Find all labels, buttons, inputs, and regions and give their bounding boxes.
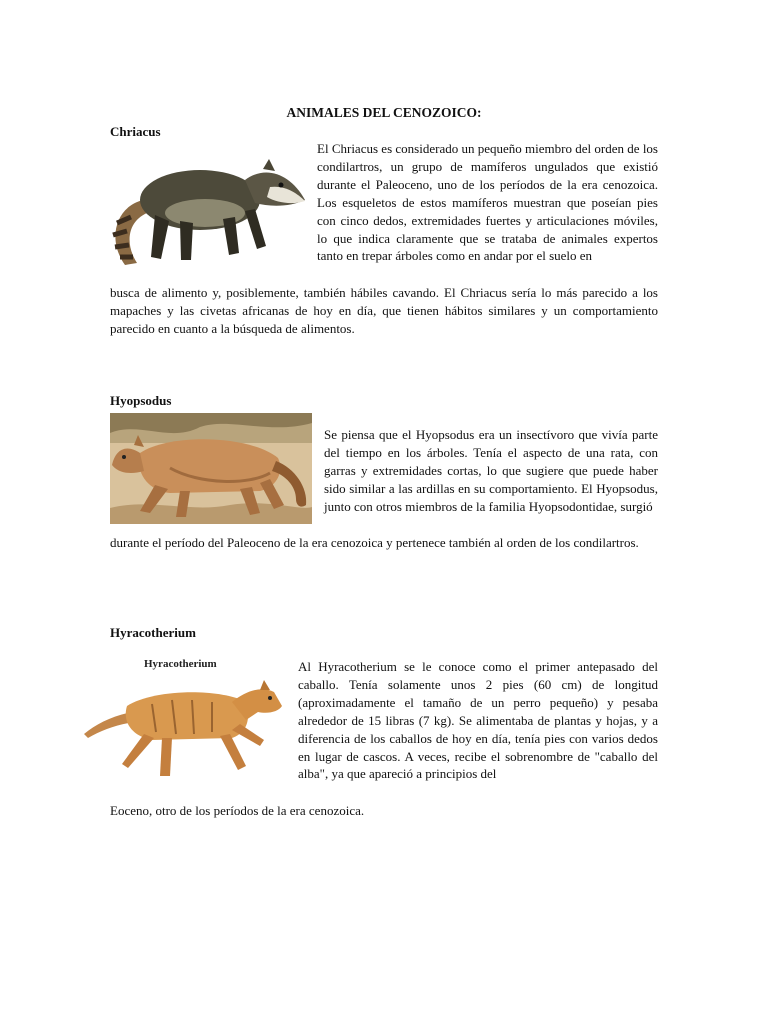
chriacus-illustration <box>105 145 310 270</box>
paragraph-chriacus-full: busca de alimento y, posiblemente, también hábiles cavando. El Chriacus sería lo más parecido a los mapaches y las civetas africanas de hoy en día, que tienen hábitos similares y un comportamiento parecido en cuanto a la búsqueda de alimentos. <box>110 285 658 336</box>
heading-hyracotherium: Hyracotherium <box>110 625 196 640</box>
paragraph-hyracotherium-full: Eoceno, otro de los períodos de la era cenozoica. <box>110 803 365 818</box>
hyopsodus-illustration <box>110 413 312 524</box>
document-title: ANIMALES DEL CENOZOICO: <box>286 105 482 120</box>
paragraph-hyopsodus-wrap: Se piensa que el Hyopsodus era un insectívoro que vivía parte del tiempo en los árboles. Tenía el aspecto de una rata, con garras y extremidades cortas, lo que sugiere que puede haber sido similar a las ardillas en su comportamiento. El Hyopsodus, junto con otros miembros de la familia Hyopsodontidae, surgió <box>324 427 658 514</box>
hyracotherium-image-label: Hyracotherium <box>144 658 217 670</box>
paragraph-chriacus-wrap: El Chriacus es considerado un pequeño miembro del orden de los condilartros, un grupo de mamíferos ungulados que existió durante el Paleoceno, uno de los períodos de la era cenozoica. Los esqueletos de estos mamíferos muestran que poseían pies con cinco dedos, extremidades fuertes y articulaciones móviles, lo que indica claramente que se trataba de animales expertos tanto en trepar árboles como en andar por el suelo en <box>317 141 658 264</box>
paragraph-hyracotherium-wrap: Al Hyracotherium se le conoce como el primer antepasado del caballo. Tenía solamente unos 2 pies (60 cm) de longitud (aproximadamente el tamaño de un perro pequeño) y pesaba alrededor de 15 libras (7 kg). Se alimentaba de plantas y hojas, y a diferencia de los caballos de hoy en día, tenía pies con varios dedos en lugar de cascos. A veces, recibe el sobrenombre de "caballo del alba", ya que apareció a principios del <box>298 659 658 782</box>
paragraph-hyopsodus-full: durante el período del Paleoceno de la era cenozoica y pertenece también al orden de los condilartros. <box>110 535 639 550</box>
heading-hyopsodus: Hyopsodus <box>110 393 172 408</box>
hyracotherium-figure <box>82 652 292 782</box>
heading-chriacus: Chriacus <box>110 124 161 139</box>
hyracotherium-illustration <box>82 676 292 782</box>
